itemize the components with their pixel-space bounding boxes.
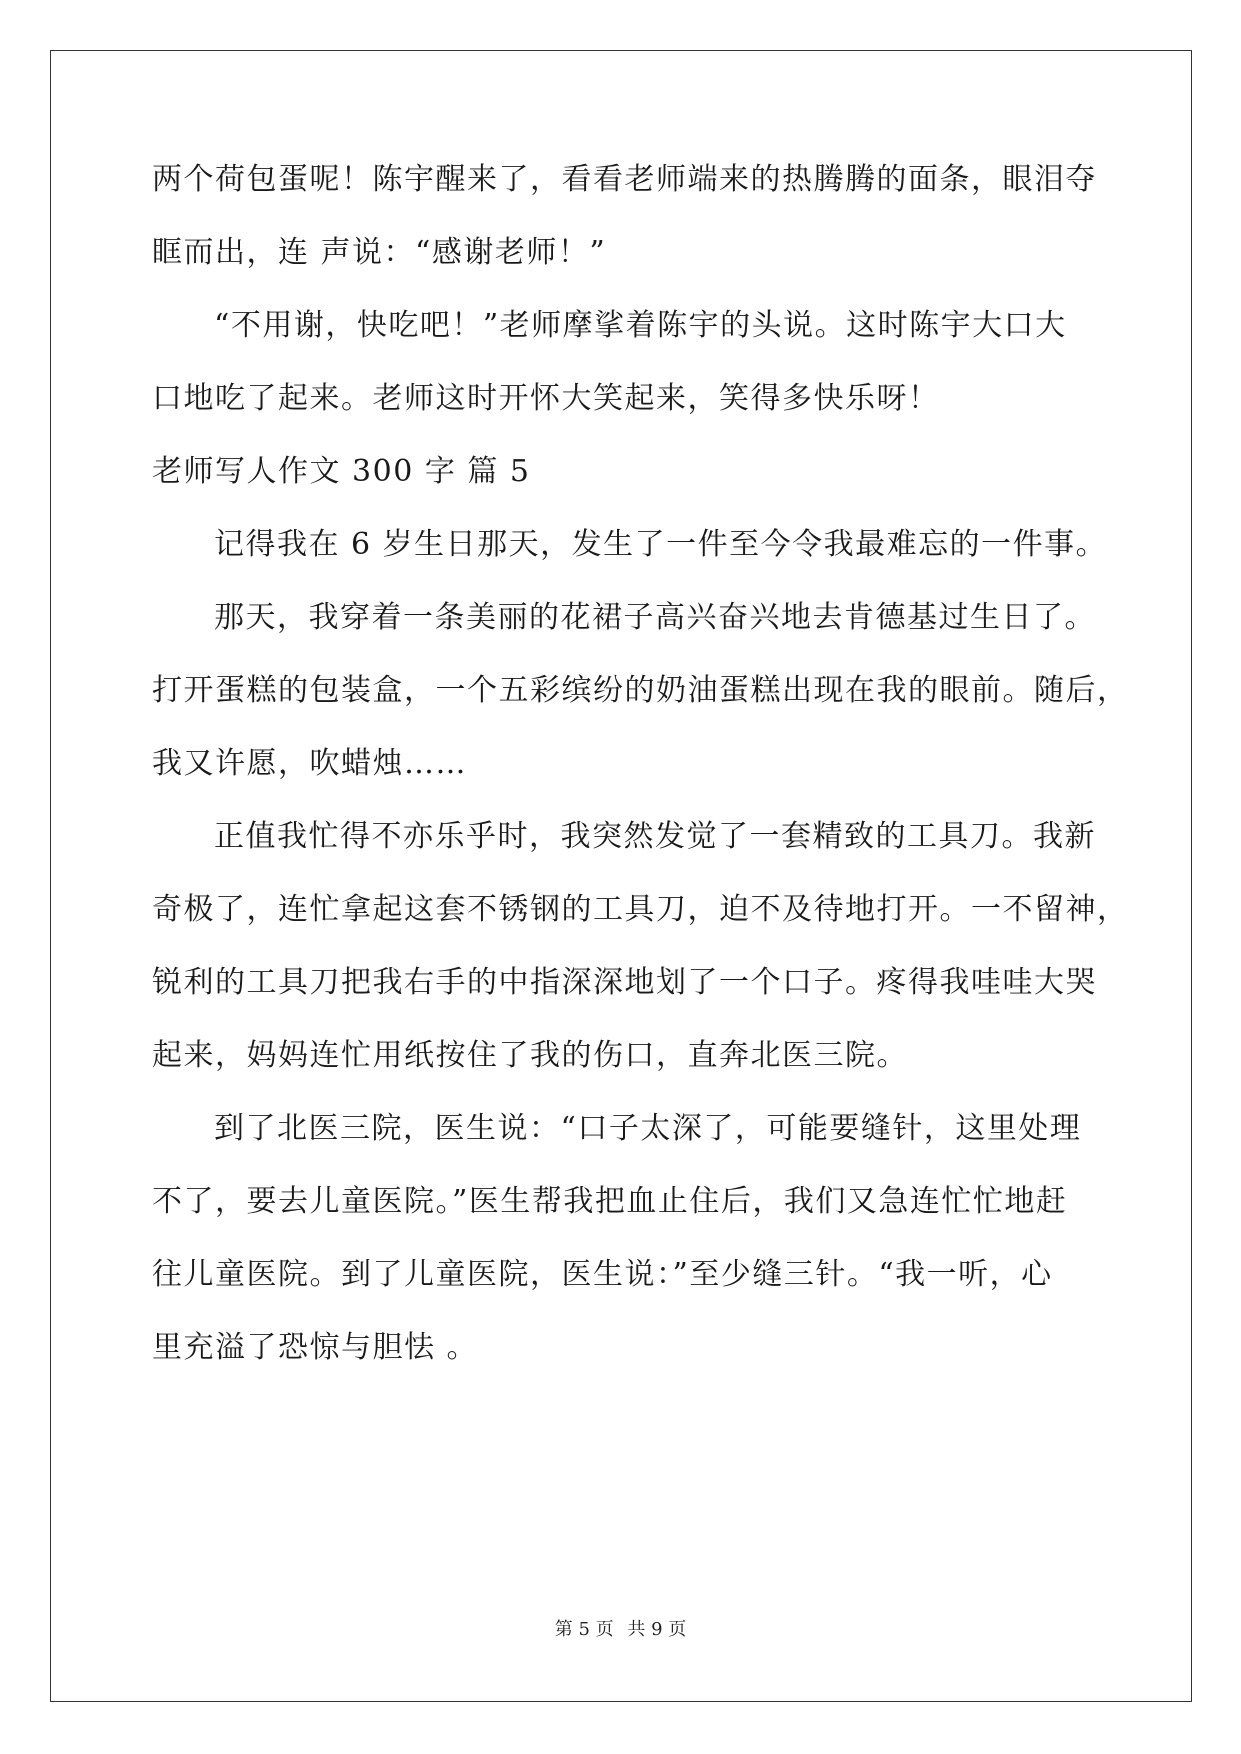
text-line: “不用谢，快吃吧！”老师摩挲着陈宇的头说。这时陈宇大口大 [214,308,1067,343]
text-line: 我又许愿，吹蜡烛…… [152,746,467,781]
text-line: 奇极了，连忙拿起这套不锈钢的工具刀，迫不及待地打开。一不留神， [152,892,1129,927]
text-line: 记得我在 6 岁生日那天，发生了一件至今令我最难忘的一件事。 [214,527,1108,562]
text-line: 起来，妈妈连忙用纸按住了我的伤口，直奔北医三院。 [152,1038,908,1073]
text-line: 打开蛋糕的包装盒，一个五彩缤纷的奶油蛋糕出现在我的眼前。随后， [152,673,1129,708]
page-border [50,50,1192,1702]
text-line: 里充溢了恐惊与胆怯 。 [152,1330,479,1365]
page-footer [0,1618,1241,1642]
text-line: 口地吃了起来。老师这时开怀大笑起来，笑得多快乐呀！ [152,381,940,416]
page-number: 第 5 页 [554,1619,614,1640]
text-line: 正值我忙得不亦乐乎时，我突然发觉了一套精致的工具刀。我新 [214,819,1096,854]
text-line: 锐利的工具刀把我右手的中指深深地划了一个口子。疼得我哇哇大哭 [152,965,1097,1000]
text-line: 那天，我穿着一条美丽的花裙子高兴奋兴地去肯德基过生日了。 [214,600,1096,635]
text-line: 不了，要去儿童医院。”医生帮我把血止住后，我们又急连忙忙地赶 [152,1184,1068,1219]
page-total: 共 9 页 [627,1619,687,1640]
text-line: 往儿童医院。到了儿童医院，医生说：”至少缝三针。“我一听，心 [152,1257,1053,1292]
text-line: 到了北医三院，医生说：“口子太深了，可能要缝针，这里处理 [214,1111,1082,1146]
text-line: 眶而出，连 声说：“感谢老师！” [152,235,607,270]
section-heading: 老师写人作文 300 字 篇 5 [152,454,531,489]
text-line: 两个荷包蛋呢！陈宇醒来了，看看老师端来的热腾腾的面条，眼泪夺 [152,162,1097,197]
